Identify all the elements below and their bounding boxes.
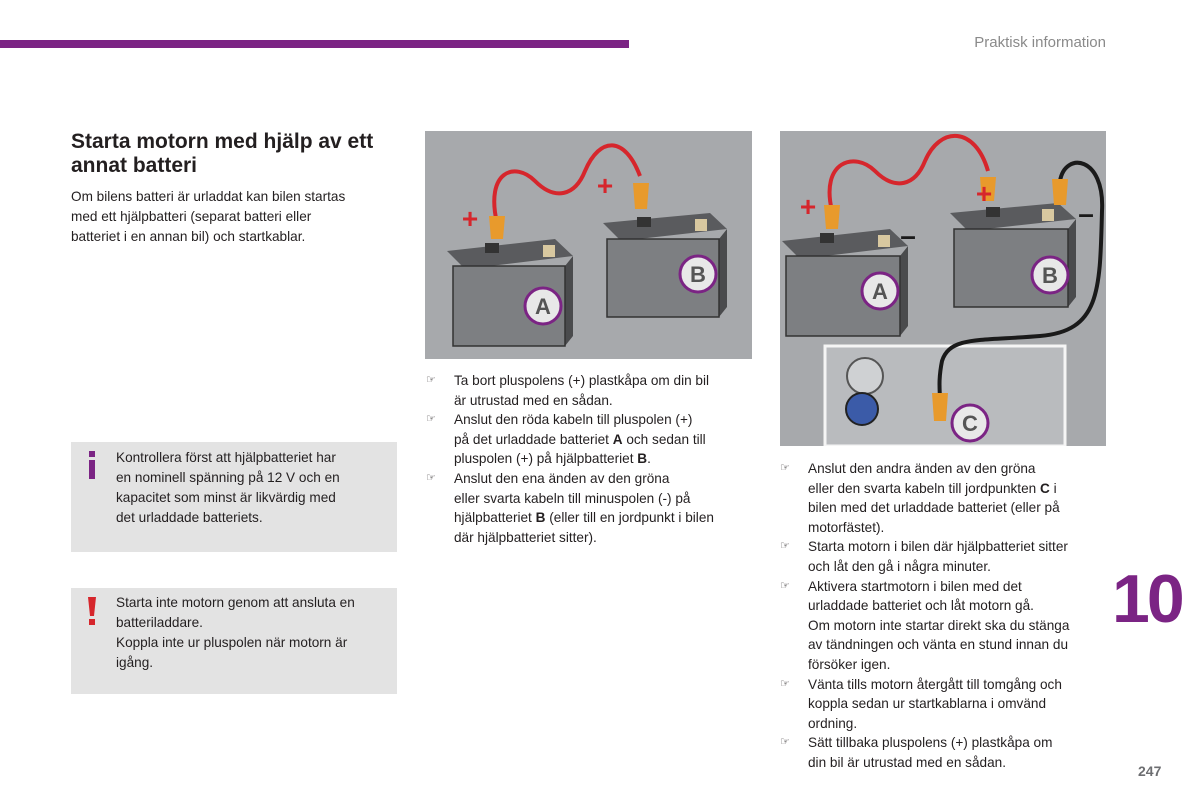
warning-text xyxy=(116,593,391,673)
info-line: Kontrollera först att hjälpbatteriet har xyxy=(116,450,336,465)
step-line: urladdade batteriet och låt motorn gå. xyxy=(808,598,1034,614)
warning-line: batteriladdare. xyxy=(116,615,203,630)
step-line: eller den svarta kabeln till jordpunkten C i xyxy=(808,480,1057,496)
step-line: där hjälpbatteriet sitter). xyxy=(454,529,597,545)
red-cable xyxy=(494,145,640,223)
step-line: eller svarta kabeln till minuspolen (-) på xyxy=(454,490,691,506)
step-line: och låt den gå i några minuter. xyxy=(808,558,991,574)
list-item xyxy=(780,675,1110,734)
step-line: av tändningen och vänta en stund innan du xyxy=(808,637,1069,653)
pointing-hand-icon: ☞ xyxy=(780,579,790,592)
plus-sign: + xyxy=(975,178,993,209)
page-title: Starta motorn med hjälp av ett annat batteri xyxy=(71,130,374,177)
info-icon xyxy=(84,450,100,480)
battery-diagram-1 xyxy=(425,131,752,359)
instruction-list-1 xyxy=(426,371,756,547)
header-accent-bar xyxy=(0,40,629,48)
minus-sign: – xyxy=(900,220,916,251)
warning-line: igång. xyxy=(116,655,154,670)
battery-b xyxy=(950,203,1076,307)
exclamation-icon xyxy=(84,596,100,626)
list-item xyxy=(426,410,756,469)
pointing-hand-icon: ☞ xyxy=(780,462,790,474)
warning-line: Koppla inte ur pluspolen när motorn är xyxy=(116,635,348,650)
intro-line: med ett hjälpbatteri (separat batteri eller xyxy=(71,209,312,224)
step-line: koppla sedan ur startkablarna i omvänd xyxy=(808,696,1047,712)
warning-line: Starta inte motorn genom att ansluta en xyxy=(116,595,355,610)
warning-box xyxy=(71,588,397,694)
illustration-black-cable xyxy=(780,131,1106,446)
red-clamp-b xyxy=(633,183,649,209)
info-line: kapacitet som minst är likvärdig med xyxy=(116,490,336,505)
intro-line: batteriet i en annan bil) och startkablar. xyxy=(71,229,306,244)
step-line: pluspolen (+) på hjälpbatteriet B. xyxy=(454,451,651,467)
step-line: Om motorn inte startar direkt ska du stänga xyxy=(808,617,1070,633)
pointing-hand-icon: ☞ xyxy=(780,736,790,749)
info-line: det urladdade batteriets. xyxy=(116,510,263,525)
step-line: försöker igen. xyxy=(808,656,891,672)
step-line: hjälpbatteriet B (eller till en jordpunkt i bilen xyxy=(454,510,714,526)
section-title: Praktisk information xyxy=(974,34,1106,51)
info-text xyxy=(116,448,391,528)
step-line: på det urladdade batteriet A och sedan till xyxy=(454,431,706,447)
plus-sign: + xyxy=(799,191,817,222)
battery-diagram-2 xyxy=(780,131,1106,446)
step-line: bilen med det urladdade batteriet (eller på xyxy=(808,500,1060,516)
step-line: Anslut den röda kabeln till pluspolen (+) xyxy=(454,412,693,428)
minus-sign: – xyxy=(1078,198,1094,229)
battery-a xyxy=(782,229,908,336)
step-line: Aktivera startmotorn i bilen med det xyxy=(808,578,1022,594)
chapter-number: 10 xyxy=(1112,561,1182,637)
step-line: Sätt tillbaka pluspolens (+) plastkåpa om xyxy=(808,735,1053,751)
battery-a-label: A xyxy=(872,279,888,304)
battery-b-label: B xyxy=(690,262,706,287)
red-clamp-a xyxy=(824,205,840,229)
info-line: en nominell spänning på 12 V och en xyxy=(116,470,340,485)
instruction-list-2 xyxy=(780,459,1110,773)
red-cable xyxy=(830,136,988,211)
step-line: motorfästet). xyxy=(808,519,885,535)
list-item xyxy=(780,537,1110,576)
info-box xyxy=(71,442,397,552)
pointing-hand-icon: ☞ xyxy=(780,540,790,553)
list-item xyxy=(780,577,1110,675)
red-clamp-a xyxy=(489,216,505,239)
battery-b xyxy=(603,213,727,317)
ground-point-label: C xyxy=(962,411,978,436)
step-line: ordning. xyxy=(808,715,858,731)
plus-sign: + xyxy=(596,170,614,201)
intro-line: Om bilens batteri är urladdat kan bilen startas xyxy=(71,189,346,204)
list-item xyxy=(426,371,756,410)
step-line: din bil är utrustad med en sådan. xyxy=(808,754,1006,770)
list-item xyxy=(780,733,1110,772)
battery-a-label: A xyxy=(535,294,551,319)
step-line: Vänta tills motorn återgått till tomgång och xyxy=(808,676,1062,692)
black-clamp-c xyxy=(932,393,948,421)
pointing-hand-icon: ☞ xyxy=(426,374,436,386)
step-line: Ta bort pluspolens (+) plastkåpa om din bil xyxy=(454,373,710,388)
step-line: Starta motorn i bilen där hjälpbatteriet sitter xyxy=(808,539,1068,555)
pointing-hand-icon: ☞ xyxy=(426,471,436,484)
step-line: Anslut den ena änden av den gröna xyxy=(454,470,670,486)
intro-paragraph xyxy=(71,187,396,247)
battery-a xyxy=(447,239,573,346)
pointing-hand-icon: ☞ xyxy=(780,677,790,690)
pointing-hand-icon: ☞ xyxy=(426,413,436,426)
step-line: är utrustad med en sådan. xyxy=(454,392,613,408)
list-item xyxy=(780,459,1110,537)
step-line: Anslut den andra änden av den gröna xyxy=(808,461,1036,476)
black-clamp-b xyxy=(1052,179,1068,205)
battery-b-label: B xyxy=(1042,263,1058,288)
list-item xyxy=(426,469,756,547)
page-number: 247 xyxy=(1138,763,1162,779)
illustration-red-cable xyxy=(425,131,752,359)
plus-sign: + xyxy=(461,203,479,234)
